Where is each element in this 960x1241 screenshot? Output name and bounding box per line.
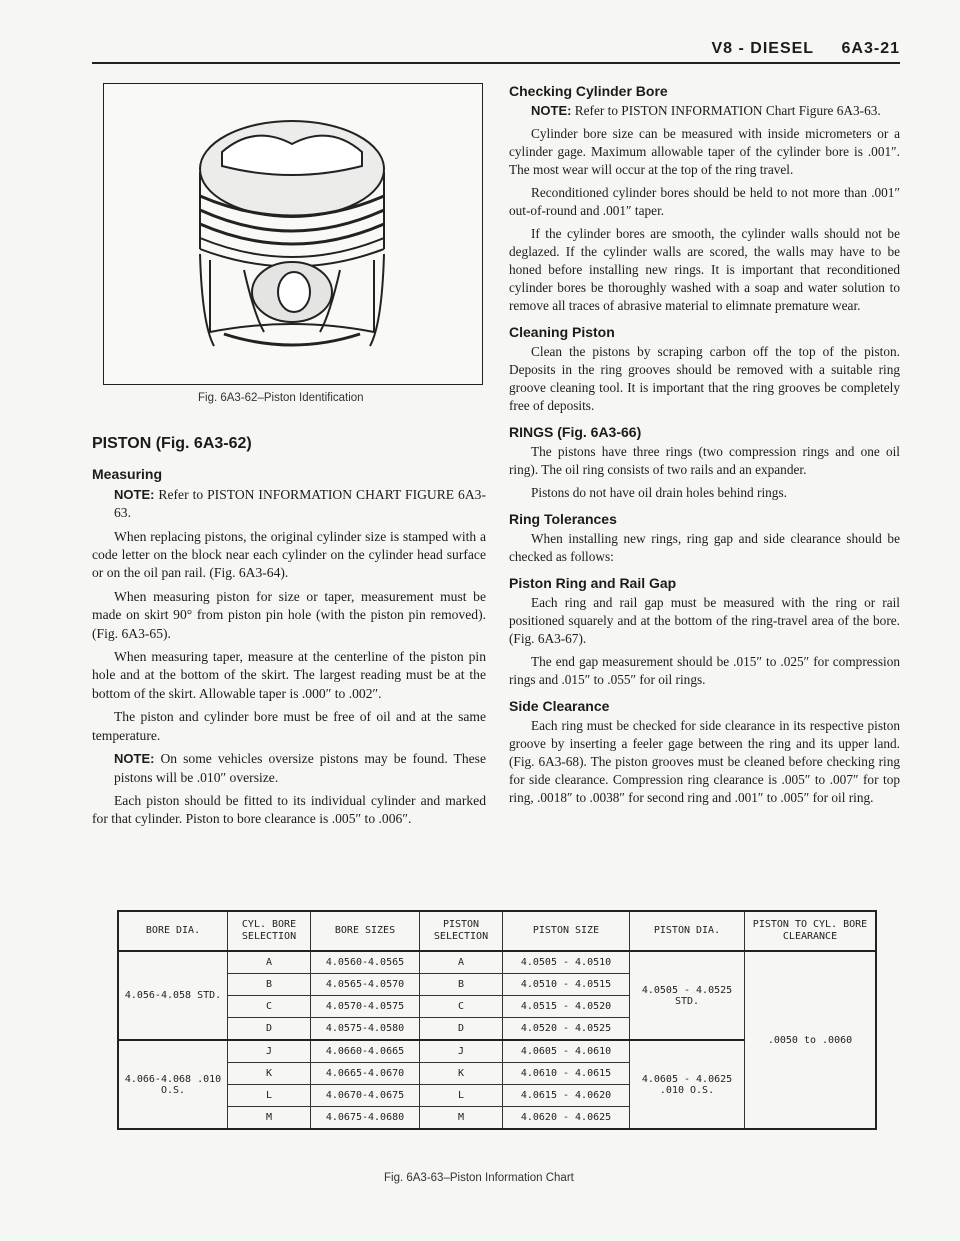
header-page-number: 6A3-21 [841, 40, 900, 57]
table-row [118, 951, 876, 974]
ring-gap-paragraph-1: Each ring and rail gap must be measured with the ring or rail positioned squarely and at the bottom of the ring-travel area of the bore. (Fig. 6A3-67). [509, 595, 900, 646]
cell-piston-size: 4.0510 - 4.0515 [503, 974, 630, 996]
cell-piston-size: 4.0620 - 4.0625 [503, 1107, 630, 1130]
piston-heading: PISTON (Fig. 6A3-62) [92, 435, 252, 452]
cleaning-heading: Cleaning Piston [509, 324, 615, 340]
cell-selection: B [228, 974, 311, 996]
cell-piston-size: 4.0520 - 4.0525 [503, 1018, 630, 1041]
measuring-paragraph-4: The piston and cylinder bore must be free of oil and at the same temperature. [92, 709, 486, 743]
cell-bore-size: 4.0670-4.0675 [311, 1085, 420, 1107]
measuring-paragraph-5: Each piston should be fitted to its individual cylinder and marked for that cylinder. Piston to bore clearance is .005″ to .006″. [92, 792, 486, 827]
cell-piston-selection: L [420, 1085, 503, 1107]
std-piston-dia: 4.0505 - 4.0525 STD. [630, 951, 745, 1040]
checking-bore-heading: Checking Cylinder Bore [509, 83, 668, 99]
rings-heading: RINGS (Fig. 6A3-66) [509, 424, 642, 440]
cell-selection: D [228, 1018, 311, 1041]
cell-bore-size: 4.0575-4.0580 [311, 1018, 420, 1041]
cell-bore-size: 4.0565-4.0570 [311, 974, 420, 996]
cell-piston-selection: K [420, 1063, 503, 1085]
rings-paragraph-2: Pistons do not have oil drain holes behind rings. [531, 485, 787, 500]
cell-piston-selection: J [420, 1040, 503, 1063]
bore-paragraph-3: If the cylinder bores are smooth, the cylinder walls should not be deglazed. If the cylinder walls are scored, the walls may have to be honed before installing new rings. It is important that reconditioned cylinder bores be thoroughly washed with a soap and water solution to remove all traces of abrasive material to elimnate premature wear. [509, 226, 900, 313]
table-header-row [118, 911, 876, 951]
header-piston-selection: PISTON SELECTION [420, 911, 503, 951]
std-bore-dia: 4.056-4.058 STD. [118, 951, 228, 1040]
note1-text: Refer to PISTON INFORMATION CHART FIGURE 6A3-63. [114, 486, 486, 521]
header-bore-dia: BORE DIA. [118, 911, 228, 951]
side-clearance-heading: Side Clearance [509, 698, 610, 714]
note2 [92, 750, 486, 787]
cell-piston-size: 4.0615 - 4.0620 [503, 1085, 630, 1107]
header-piston-size: PISTON SIZE [503, 911, 630, 951]
cell-bore-size: 4.0665-4.0670 [311, 1063, 420, 1085]
cell-piston-selection: D [420, 1018, 503, 1041]
cell-piston-size: 4.0610 - 4.0615 [503, 1063, 630, 1085]
measuring-paragraph-2: When measuring piston for size or taper, measurement must be made on skirt 90° from piston pin hole (with the piston pin removed). (Fig. 6A3-65). [92, 588, 486, 641]
cell-piston-selection: B [420, 974, 503, 996]
header-piston-dia: PISTON DIA. [630, 911, 745, 951]
cell-selection: L [228, 1085, 311, 1107]
cell-piston-selection: C [420, 996, 503, 1018]
figure1-caption: Fig. 6A3-62–Piston Identification [198, 392, 364, 404]
rings-paragraph-1: The pistons have three rings (two compression rings and one oil ring). The oil ring consists of two rails and an expander. [509, 444, 900, 477]
cell-piston-size: 4.0515 - 4.0520 [503, 996, 630, 1018]
header-cyl-bore-selection: CYL. BORE SELECTION [228, 911, 311, 951]
cell-selection: M [228, 1107, 311, 1130]
cell-bore-size: 4.0675-4.0680 [311, 1107, 420, 1130]
clearance-value: .0050 to .0060 [745, 951, 877, 1129]
bore-note-text: Refer to PISTON INFORMATION Chart Figure 6A3-63. [571, 103, 881, 118]
cell-piston-size: 4.0505 - 4.0510 [503, 951, 630, 974]
os-bore-dia: 4.066-4.068 .010 O.S. [118, 1040, 228, 1129]
measuring-paragraph-1: When replacing pistons, the original cylinder size is stamped with a code letter on the block near each cylinder on the cylinder head surface or on the oil pan rail. (Fig. 6A3-64). [92, 528, 486, 581]
bore-note-label: NOTE: [531, 103, 572, 118]
piston-drawing [104, 84, 482, 384]
table-caption: Fig. 6A3-63–Piston Information Chart [384, 1172, 574, 1184]
os-piston-dia: 4.0605 - 4.0625 .010 O.S. [630, 1040, 745, 1129]
cell-bore-size: 4.0660-4.0665 [311, 1040, 420, 1063]
header-clearance: PISTON TO CYL. BORE CLEARANCE [745, 911, 877, 951]
cell-bore-size: 4.0570-4.0575 [311, 996, 420, 1018]
side-clearance-paragraph: Each ring must be checked for side clearance in its respective piston groove by inserting a feeler gage between the ring and its upper land. (Fig. 6A3-68). The piston grooves must be cleaned before checking ring for side clearance. Compression ring clearance is .005″ to .007″ for top ring, .0018″ to .0038″ for second ring and .001″ to .005″ for oil ring. [509, 718, 900, 805]
cell-piston-size: 4.0605 - 4.0610 [503, 1040, 630, 1063]
cell-selection: J [228, 1040, 311, 1063]
ring-tolerances-paragraph: When installing new rings, ring gap and side clearance should be checked as follows: [509, 531, 900, 564]
left-column [92, 435, 486, 834]
note1-label: NOTE: [114, 486, 155, 502]
cell-selection: C [228, 996, 311, 1018]
cell-piston-selection: M [420, 1107, 503, 1130]
note2-text: On some vehicles oversize pistons may be found. These pistons will be .010″ oversize. [114, 751, 486, 785]
bore-paragraph-2: Reconditioned cylinder bores should be held to not more than .001″ out-of-round and .001″ taper. [509, 185, 900, 218]
cell-piston-selection: A [420, 951, 503, 974]
page-header [92, 40, 900, 64]
bore-note [509, 102, 900, 120]
ring-tolerances-heading: Ring Tolerances [509, 511, 617, 527]
header-section: V8 - DIESEL [711, 40, 815, 57]
right-column [509, 82, 900, 812]
cell-selection: K [228, 1063, 311, 1085]
piston-information-chart [117, 910, 877, 1130]
ring-gap-paragraph-2: The end gap measurement should be .015″ to .025″ for compression rings and .015″ to .055″ for oil rings. [509, 654, 900, 687]
piston-illustration [103, 83, 483, 385]
cell-bore-size: 4.0560-4.0565 [311, 951, 420, 974]
note1 [92, 486, 486, 523]
note2-label: NOTE: [114, 751, 155, 767]
cell-selection: A [228, 951, 311, 974]
bore-paragraph-1: Cylinder bore size can be measured with inside micrometers or a cylinder gage. Maximum allowable taper of the cylinder bore is .001″. The most wear will occur at the top of the ring travel. [509, 126, 900, 177]
ring-gap-heading: Piston Ring and Rail Gap [509, 575, 677, 591]
measuring-paragraph-3: When measuring taper, measure at the centerline of the piston pin hole and at the bottom of the skirt. The largest reading must be at the bottom of the skirt. Allowable taper is .000″ to .002″. [92, 649, 486, 701]
cleaning-paragraph: Clean the pistons by scraping carbon off the top of the piston. Deposits in the ring grooves should be removed with a suitable ring groove cleaning tool. It is important that the ring grooves be completely free of deposits. [509, 344, 900, 413]
header-bore-sizes: BORE SIZES [311, 911, 420, 951]
measuring-heading: Measuring [92, 466, 163, 483]
